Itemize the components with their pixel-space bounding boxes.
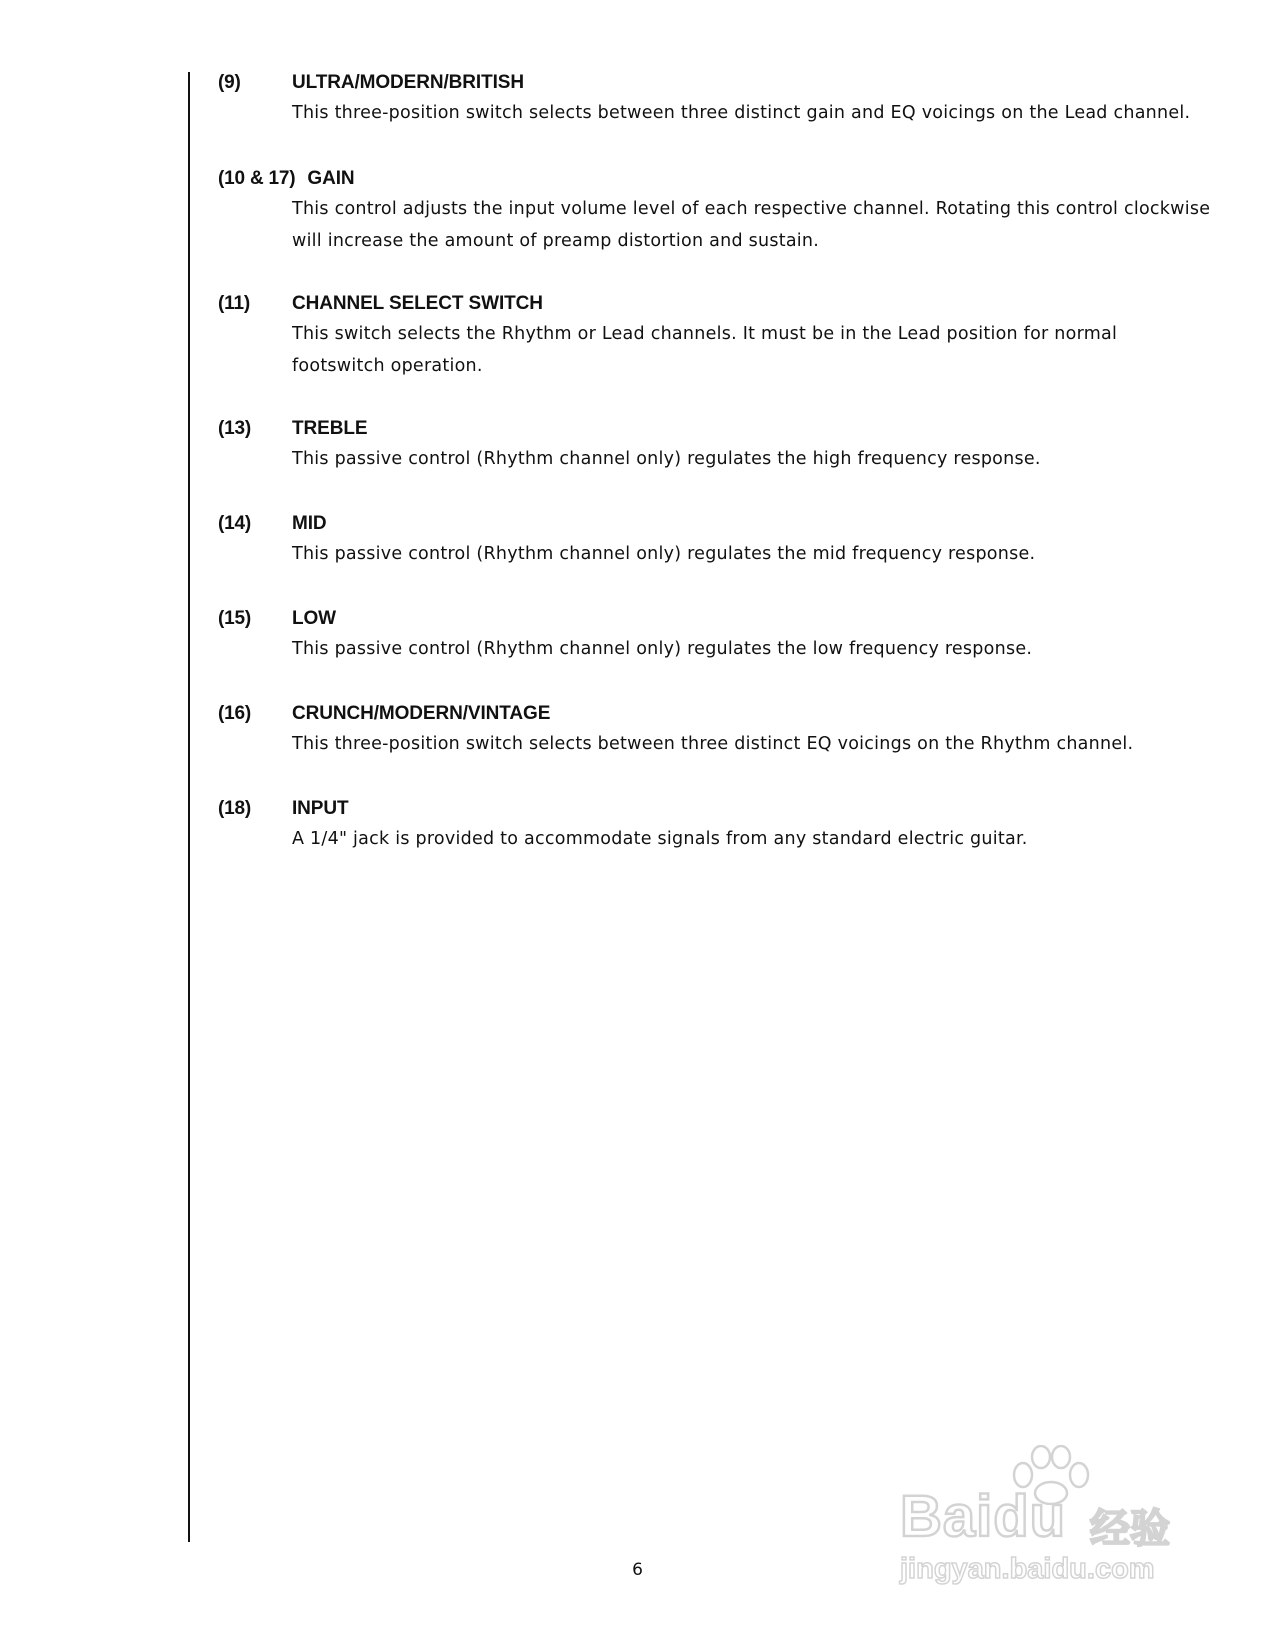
section-number: (11) xyxy=(218,293,250,314)
section-title: ULTRA/MODERN/BRITISH xyxy=(292,72,524,93)
section-number: (14) xyxy=(218,513,251,534)
section-description: This control adjusts the input volume level of each respective channel. Rotating this control clockwise will increase the amount of preamp distortion and sustain. xyxy=(292,199,1211,251)
section-description: A 1/4" jack is provided to accommodate signals from any standard electric guitar. xyxy=(292,829,1028,849)
page-number: 6 xyxy=(632,1560,643,1580)
margin-rule xyxy=(188,72,190,1542)
section-number: (13) xyxy=(218,418,251,439)
section-treble xyxy=(218,414,1198,476)
section-title: MID xyxy=(292,513,327,534)
section-description: This passive control (Rhythm channel only) regulates the low frequency response. xyxy=(292,639,1033,659)
section-channel-select-switch xyxy=(218,289,1198,382)
section-title: CHANNEL SELECT SWITCH xyxy=(292,293,543,314)
section-number: (9) xyxy=(218,72,241,93)
section-description: This passive control (Rhythm channel only) regulates the mid frequency response. xyxy=(292,544,1036,564)
section-crunch-modern-vintage xyxy=(218,699,1198,761)
watermark-logo-text: Baidu xyxy=(900,1484,1067,1549)
section-low xyxy=(218,604,1198,666)
section-number: (18) xyxy=(218,798,251,819)
section-title: GAIN xyxy=(307,168,355,189)
section-title: TREBLE xyxy=(292,418,368,439)
section-number: (10 & 17) xyxy=(218,168,296,189)
section-ultra-modern-british xyxy=(218,68,1198,130)
section-number: (15) xyxy=(218,608,251,629)
watermark-url: jingyan.baidu.com xyxy=(900,1553,1155,1585)
section-description: This passive control (Rhythm channel only) regulates the high frequency response. xyxy=(292,449,1041,469)
section-description: This three-position switch selects between three distinct EQ voicings on the Rhythm channel. xyxy=(292,734,1134,754)
watermark-logo-cn: 经验 xyxy=(1090,1506,1170,1552)
section-description: This three-position switch selects between three distinct gain and EQ voicings on the Lead channel. xyxy=(292,103,1191,123)
section-number: (16) xyxy=(218,703,251,724)
section-title: INPUT xyxy=(292,798,349,819)
section-mid xyxy=(218,509,1198,571)
section-title: LOW xyxy=(292,608,337,629)
paw-icon xyxy=(1005,1445,1095,1505)
section-gain xyxy=(218,164,1211,257)
section-description: This switch selects the Rhythm or Lead channels. It must be in the Lead position for normal footswitch operation. xyxy=(292,324,1118,376)
section-title: CRUNCH/MODERN/VINTAGE xyxy=(292,703,551,724)
section-input xyxy=(218,794,1198,856)
